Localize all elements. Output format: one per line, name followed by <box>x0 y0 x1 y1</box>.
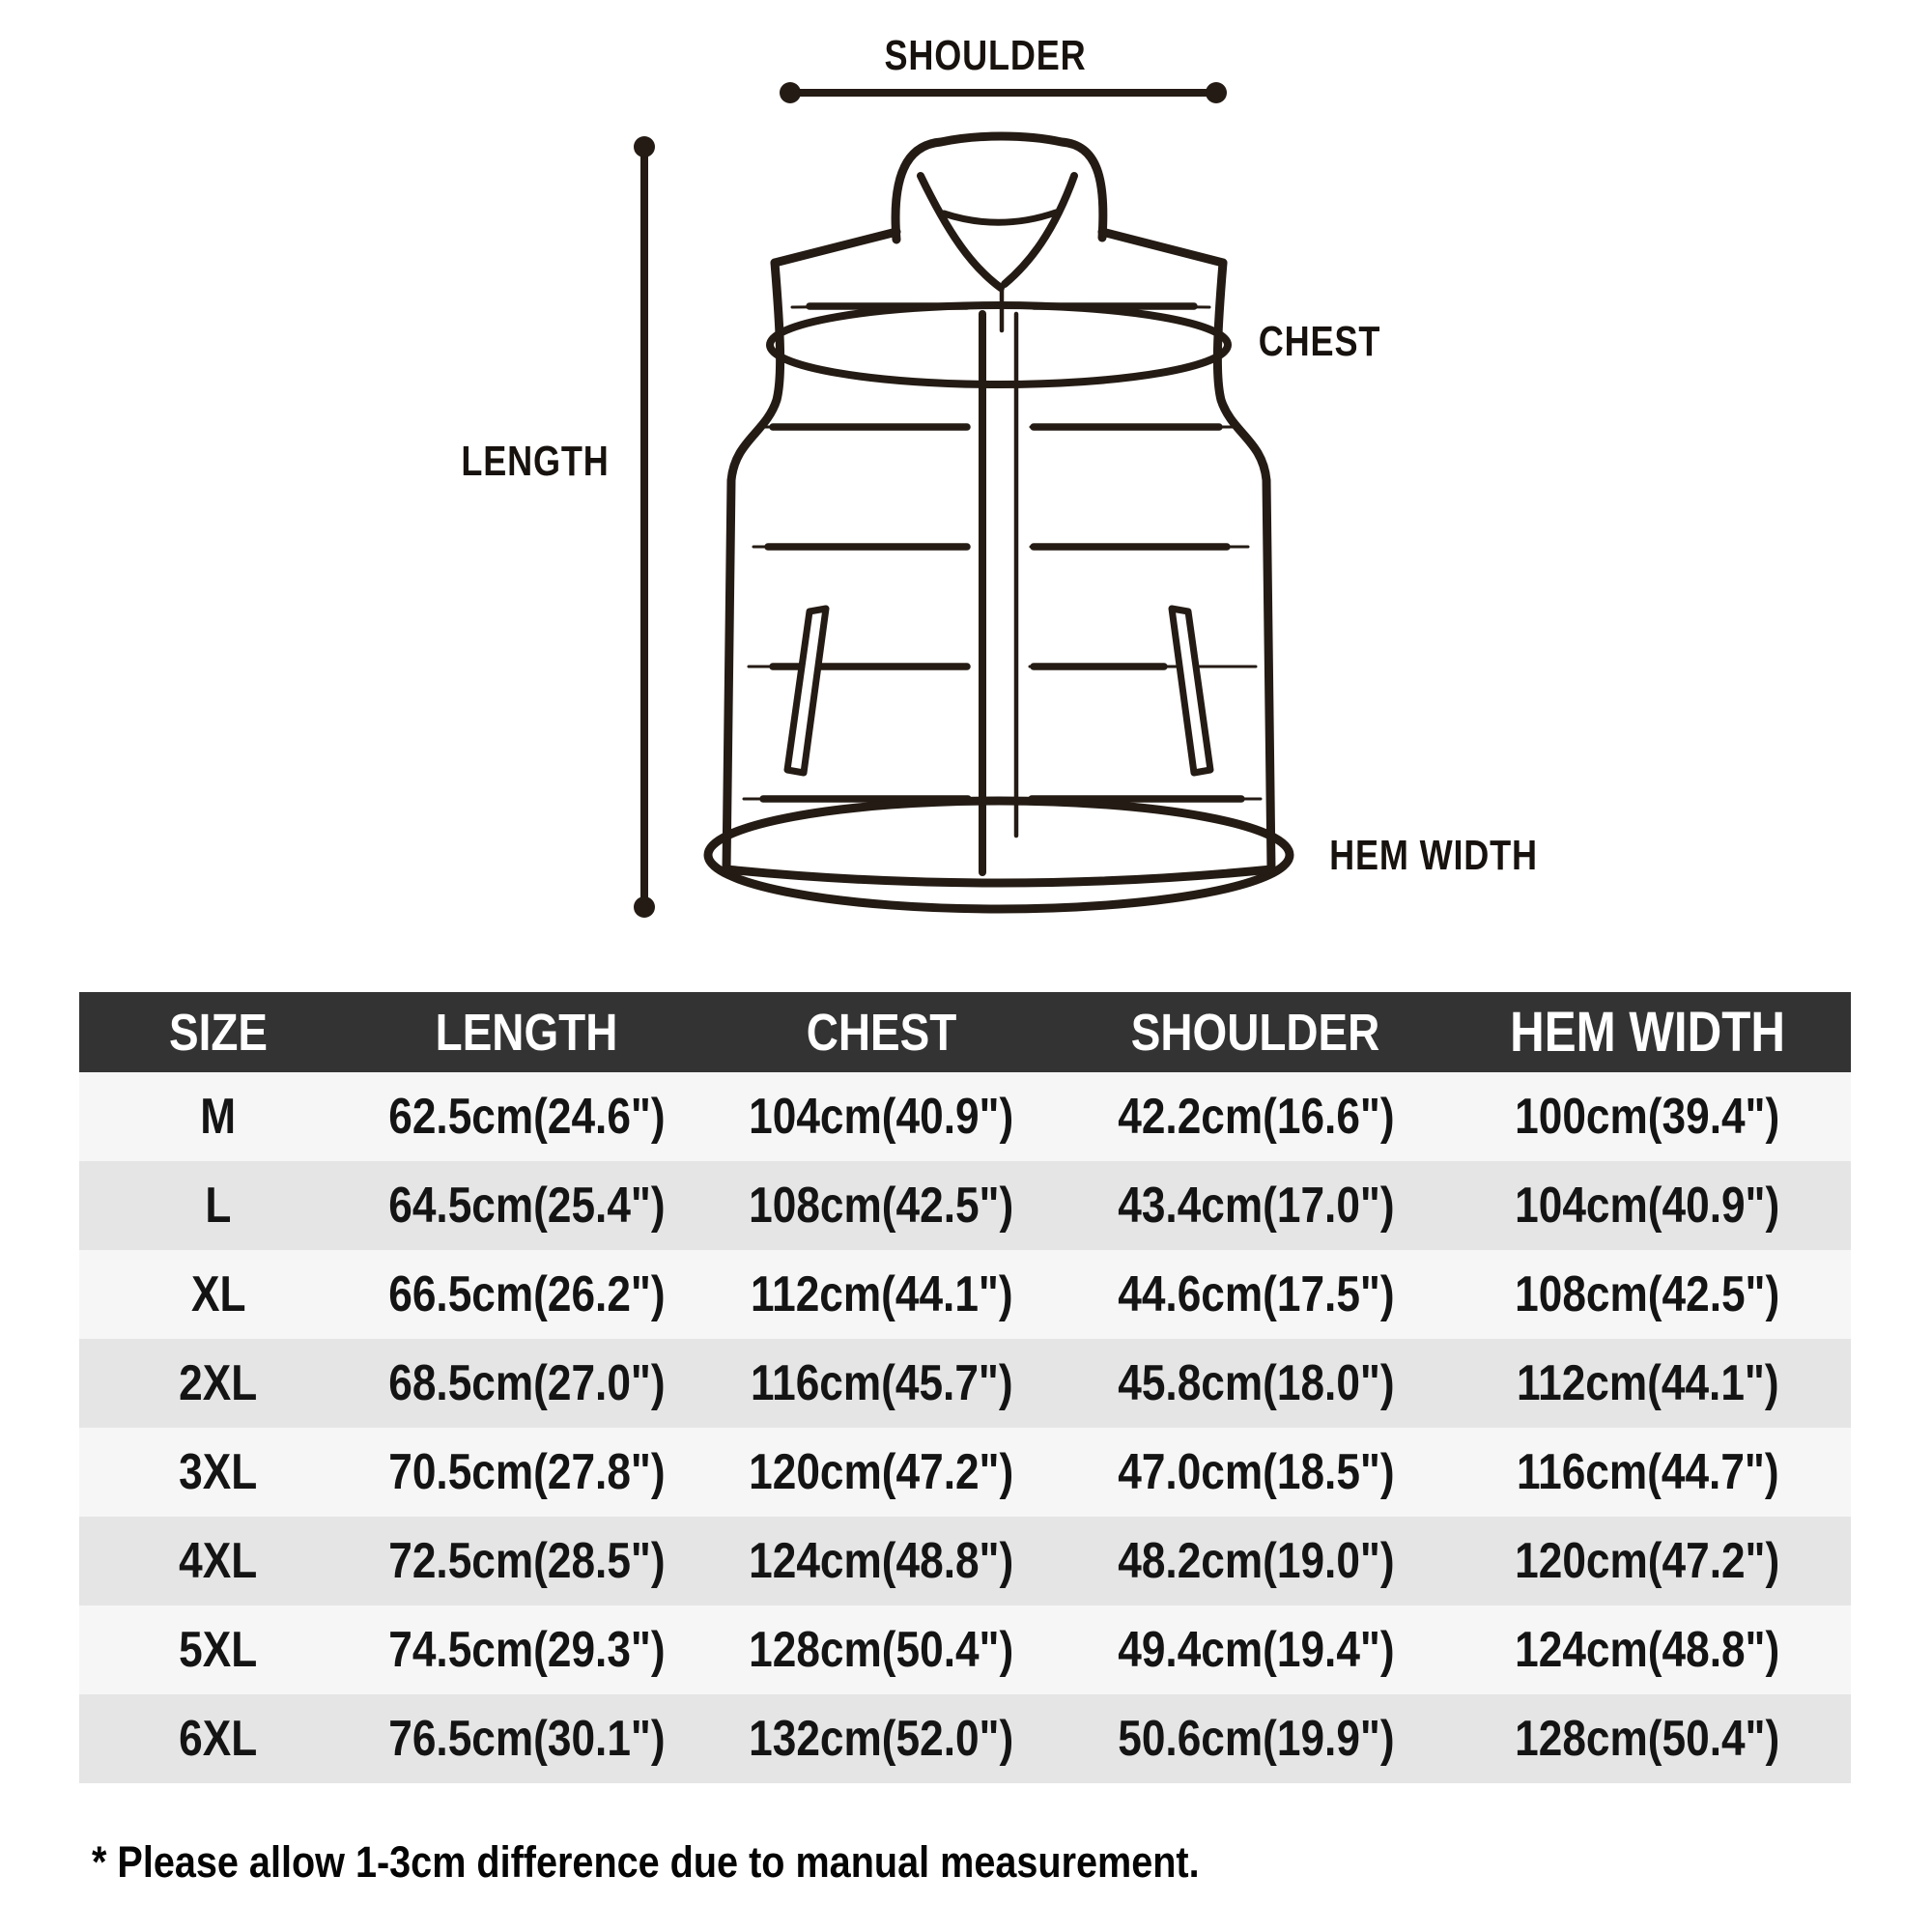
size-table-body <box>79 1072 1851 1783</box>
hem-width-ellipse <box>708 801 1290 909</box>
cell-chest: 116cm(45.7") <box>750 1355 1013 1411</box>
cell-shoulder: 47.0cm(18.5") <box>1117 1444 1395 1500</box>
cell-chest: 128cm(50.4") <box>749 1622 1014 1678</box>
cell-shoulder: 48.2cm(19.0") <box>1117 1533 1395 1589</box>
cell-shoulder: 44.6cm(17.5") <box>1117 1266 1395 1322</box>
cell-size: 4XL <box>179 1533 258 1589</box>
table-row <box>79 1694 1851 1783</box>
cell-length: 62.5cm(24.6") <box>387 1089 666 1145</box>
table-row <box>79 1250 1851 1339</box>
header-chest: CHEST <box>806 1003 957 1062</box>
table-row <box>79 1428 1851 1517</box>
cell-chest: 132cm(52.0") <box>749 1711 1014 1767</box>
length-label: LENGTH <box>461 438 610 485</box>
table-row <box>79 1339 1851 1428</box>
cell-hem-width: 120cm(47.2") <box>1515 1533 1780 1589</box>
cell-hem-width: 124cm(48.8") <box>1515 1622 1780 1678</box>
cell-size: L <box>205 1178 232 1234</box>
cell-hem-width: 116cm(44.7") <box>1516 1444 1779 1500</box>
cell-length: 74.5cm(29.3") <box>387 1622 666 1678</box>
cell-length: 70.5cm(27.8") <box>387 1444 666 1500</box>
cell-length: 64.5cm(25.4") <box>387 1178 666 1234</box>
cell-chest: 120cm(47.2") <box>749 1444 1014 1500</box>
right-pocket-slit <box>1172 609 1210 773</box>
table-row <box>79 1517 1851 1605</box>
cell-length: 76.5cm(30.1") <box>387 1711 666 1767</box>
cell-chest: 112cm(44.1") <box>750 1266 1013 1322</box>
vest-quilt-lines-bold <box>763 306 1241 799</box>
table-row <box>79 1072 1851 1161</box>
cell-shoulder: 43.4cm(17.0") <box>1117 1178 1395 1234</box>
vest-collar-lapels <box>921 176 1074 288</box>
cell-length: 72.5cm(28.5") <box>387 1533 666 1589</box>
table-row <box>79 1605 1851 1694</box>
vest-quilt-lines <box>744 305 1261 799</box>
cell-chest: 104cm(40.9") <box>749 1089 1014 1145</box>
cell-shoulder: 45.8cm(18.0") <box>1117 1355 1395 1411</box>
cell-hem-width: 112cm(44.1") <box>1516 1355 1779 1411</box>
cell-length: 68.5cm(27.0") <box>387 1355 666 1411</box>
measurement-disclaimer: * Please allow 1-3cm difference due to manual measurement. <box>92 1837 1200 1887</box>
header-size: SIZE <box>168 1003 269 1062</box>
table-row <box>79 1161 1851 1250</box>
cell-shoulder: 49.4cm(19.4") <box>1117 1622 1395 1678</box>
cell-size: 6XL <box>179 1711 258 1767</box>
header-length: LENGTH <box>435 1003 618 1062</box>
length-dimension-line <box>634 136 655 918</box>
header-hem-width: HEM WIDTH <box>1510 1001 1785 1064</box>
left-pocket-slit <box>787 609 826 773</box>
cell-chest: 124cm(48.8") <box>749 1533 1014 1589</box>
cell-shoulder: 50.6cm(19.9") <box>1117 1711 1395 1767</box>
size-table <box>79 992 1851 1783</box>
cell-hem-width: 128cm(50.4") <box>1515 1711 1780 1767</box>
cell-length: 66.5cm(26.2") <box>387 1266 666 1322</box>
chest-ellipse <box>770 305 1228 384</box>
size-table-header-row <box>79 992 1851 1072</box>
chest-label: CHEST <box>1258 318 1381 365</box>
hem-width-label: HEM WIDTH <box>1329 832 1538 879</box>
shoulder-dimension-line <box>780 82 1227 103</box>
cell-hem-width: 108cm(42.5") <box>1515 1266 1780 1322</box>
cell-size: 5XL <box>179 1622 258 1678</box>
vest-outline <box>726 136 1271 883</box>
cell-hem-width: 100cm(39.4") <box>1515 1089 1780 1145</box>
cell-size: 3XL <box>179 1444 258 1500</box>
cell-chest: 108cm(42.5") <box>749 1178 1014 1234</box>
shoulder-label: SHOULDER <box>884 32 1087 79</box>
cell-size: XL <box>190 1266 246 1322</box>
cell-size: 2XL <box>179 1355 258 1411</box>
header-shoulder: SHOULDER <box>1131 1003 1380 1062</box>
cell-shoulder: 42.2cm(16.6") <box>1117 1089 1395 1145</box>
cell-size: M <box>200 1089 237 1145</box>
vest-zipper <box>982 288 1016 872</box>
cell-hem-width: 104cm(40.9") <box>1515 1178 1780 1234</box>
